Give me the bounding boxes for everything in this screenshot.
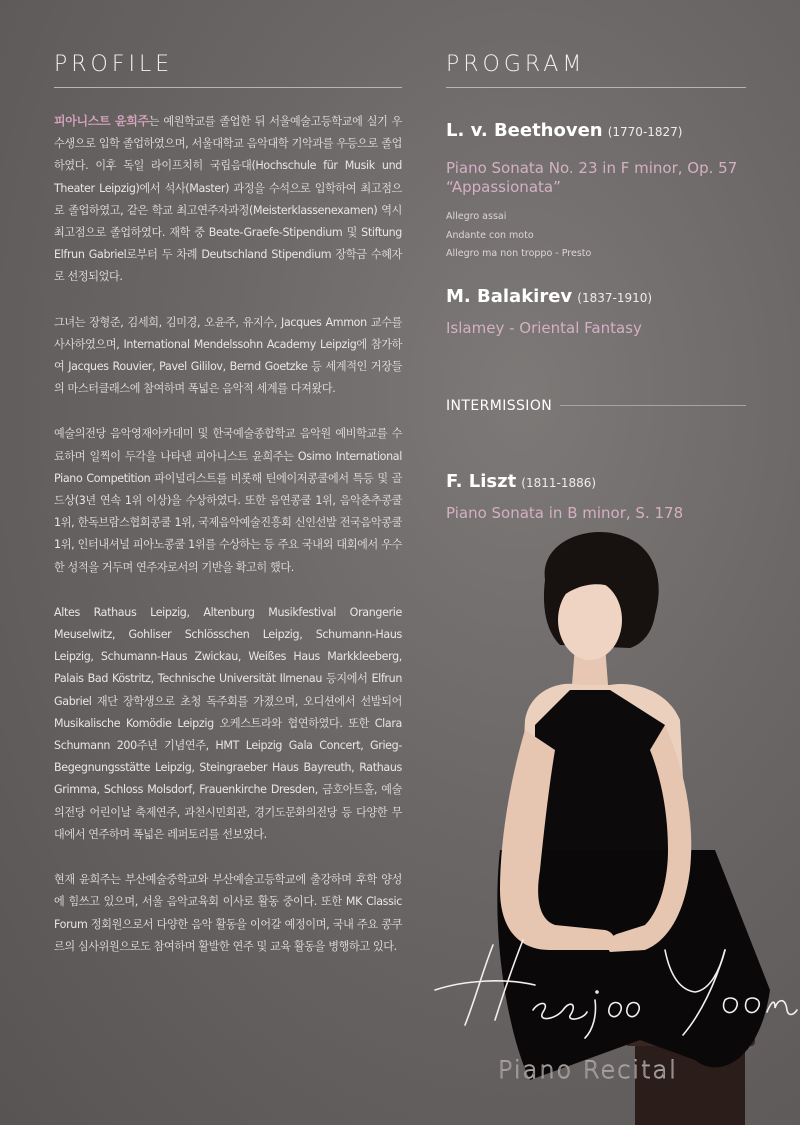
profile-paragraph-1-text: 는 예원학교를 졸업한 뒤 서울예술고등학교에 실기 우수생으로 입학 졸업하였으며, 서울대학교 음악대학 기악과를 우등으로 졸업하였다. 이후 독일 라이프치히 국립음대(Hochschule für Musik und Theater Leipzig)에서 석사(Master) 과정을 수석으로 입학하여 최고점으로 졸업하였고, 같은 학교 최고연주자과정(Meisterklassenexamen) 역시 최고점으로 졸업하였다. 재학 중 Beate-Graefe-Stipendium 및 Stiftung Elfrun Gabriel로부터 두 차례 Deutschland Stipendium 장학금 수혜자로 선정되었다. <box>54 115 402 284</box>
composer-years: (1837-1910) <box>577 290 653 305</box>
intermission-divider <box>446 398 746 414</box>
program-item-liszt <box>446 471 746 523</box>
program-item-balakirev <box>446 286 746 338</box>
pianist-name-highlight: 피아니스트 윤희주 <box>54 114 149 128</box>
piece-title: Islamey - Oriental Fantasy <box>446 318 642 337</box>
program-section <box>446 52 746 523</box>
piece-title: Piano Sonata in B minor, S. 178 <box>446 503 684 522</box>
profile-paragraph-1 <box>54 110 402 289</box>
movement-item: Andante con moto <box>446 229 534 241</box>
movement-item: Allegro ma non troppo - Presto <box>446 248 592 259</box>
composer-name: L. v. Beethoven <box>446 120 603 141</box>
intermission-rule <box>560 405 746 406</box>
movement-item: Allegro assai <box>446 211 507 222</box>
composer-name: F. Liszt <box>446 470 517 492</box>
profile-heading: PROFILE <box>54 52 402 88</box>
program-item-beethoven <box>446 120 746 264</box>
profile-section <box>54 52 402 981</box>
profile-paragraph-2: 그녀는 장형준, 김세희, 김미경, 오윤주, 유지수, Jacques Ammon 교수를 사사하였으며, International Mendelssohn Academy Leipzig에 참가하여 Jacques Rouvier, Pavel Gililov, Bernd Goetzke 등 세계적인 거장들의 마스터클래스에 참여하며 폭넓은 음악적 세계를 다져왔다. <box>54 315 402 396</box>
piece-title: Piano Sonata No. 23 in F minor, Op. 57 “Appassionata” <box>446 159 738 196</box>
movement-list <box>446 208 746 264</box>
recital-subtitle: Piano Recital <box>498 1056 678 1084</box>
composer-years: (1811-1886) <box>521 475 597 490</box>
program-heading: PROGRAM <box>446 52 746 88</box>
profile-paragraph-4: Altes Rathaus Leipzig, Altenburg Musikfestival Orangerie Meuselwitz, Gohliser Schlösschen Leipzig, Schumann-Haus Leipzig, Schumann-Haus Zwickau, Weißes Haus Markkleeberg, Palais Bad Köstritz, Technische Universität Ilmenau 등지에서 Elfrun Gabriel 재단 장학생으로 초청 독주회를 가졌으며, 오디션에서 선발되어 Musikalische Komödie Leipzig 오케스트라와 협연하였다. 또한 Clara Schumann 200주년 기념연주, HMT Leipzig Gala Concert, Grieg-Begegnungsstätte Leipzig, Steingraeber Haus Bayreuth, Rathaus Grimma, Schloss Molsdorf, Frauenkirche Dresden, 금호아트홀, 예술의전당 어린이날 축제연주, 과천시민회관, 경기도문화의전당 등 다양한 무대에서 연주하며 폭넓은 레퍼토리를 선보였다. <box>54 605 402 841</box>
profile-paragraph-3: 예술의전당 음악영재아카데미 및 한국예술종합학교 음악원 예비학교를 수료하며 일찍이 두각을 나타낸 피아니스트 윤희주는 Osimo International Piano Competition 파이널리스트를 비롯해 틴에이저콩쿨에서 특등 및 골드상(3년 연속 1위 이상)을 수상하였다. 또한 음연콩쿨 1위, 음악춘추콩쿨 1위, 한독브람스협회콩쿨 1위, 국제음악예술진흥회 신인선발 전국음악콩쿨 1위, 인터내셔널 피아노콩쿨 1위를 수상하는 등 주요 국내외 대회에서 우수한 성적을 거두며 연주자로서의 기반을 확고히 했다. <box>54 427 402 574</box>
intermission-label: INTERMISSION <box>446 397 553 414</box>
composer-name: M. Balakirev <box>446 285 573 307</box>
profile-paragraph-5: 현재 윤희주는 부산예술중학교와 부산예술고등학교에 출강하며 후학 양성에 힘쓰고 있으며, 서울 음악교육회 이사로 활동 중이다. 또한 MK Classic Forum 정회원으로서 다양한 음악 활동을 이어갈 예정이며, 국내 주요 콩쿠르의 심사위원으로도 참여하며 활발한 연주 및 교육 활동을 병행하고 있다. <box>54 873 402 953</box>
signature-logo <box>425 930 800 1040</box>
composer-years: (1770-1827) <box>607 125 683 139</box>
